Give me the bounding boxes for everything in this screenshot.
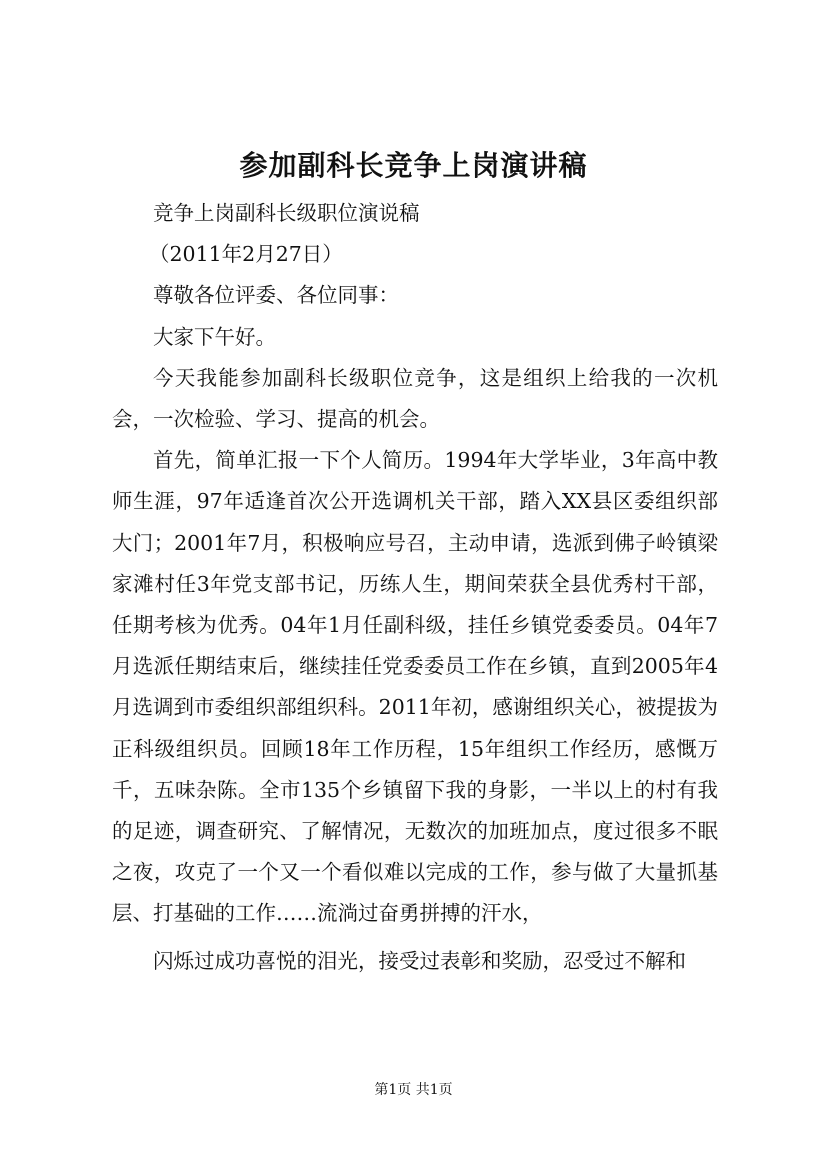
document-title: 参加副科长竞争上岗演讲稿	[239, 149, 588, 182]
page-footer: 第1页 共1页	[374, 1082, 453, 1098]
paragraph-opening: 今天我能参加副科长级职位竞争，这是组织上给我的一次机会，一次检验、学习、提高的机会。	[112, 365, 718, 432]
paragraph-greeting: 大家下午好。	[153, 324, 276, 349]
paragraph-date: （2011年2月27日）	[149, 242, 343, 267]
paragraph-salutation: 尊敬各位评委、各位同事：	[153, 283, 399, 308]
document-body	[112, 193, 718, 982]
paragraph-continuation: 闪烁过成功喜悦的泪光，接受过表彰和奖励，忍受过不解和	[153, 948, 686, 973]
paragraph-resume: 首先，简单汇报一下个人简历。1994年大学毕业，3年高中教师生涯，97年适逢首次公开选调机关干部，踏入XX县区委组织部大门；2001年7月，积极响应号召，主动申请，选派到佛子岭镇梁家滩村任3年党支部书记，历练人生，期间荣获全县优秀村干部，任期考核为优秀。04年1月任副科级，挂任乡镇党委委员。04年7月选派任期结束后，继续挂任党委委员工作在乡镇，直到2005年4月选调到市委组织部组织科。2011年初，感谢组织关心，被提拔为正科级组织员。回顾18年工作历程，15年组织工作经历，感慨万千，五味杂陈。全市135个乡镇留下我的身影，一半以上的村有我的足迹，调查研究、了解情况，无数次的加班加点，度过很多不眠之夜，攻克了一个又一个看似难以完成的工作，参与做了大量抓基层、打基础的工作……流淌过奋勇拼搏的汗水，	[112, 448, 718, 926]
paragraph-subtitle: 竞争上岗副科长级职位演说稿	[153, 201, 420, 225]
